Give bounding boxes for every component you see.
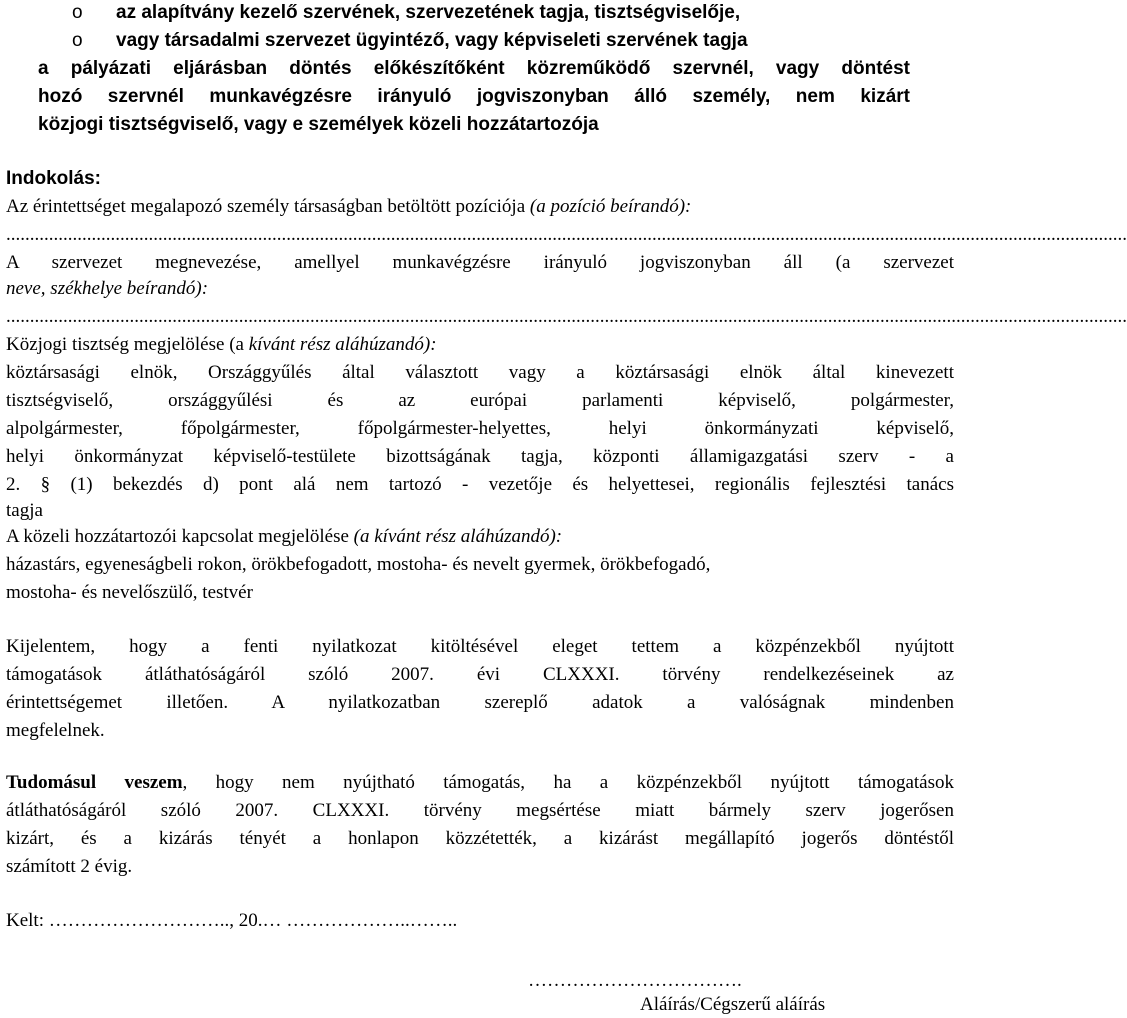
- relative-option-line[interactable]: mostoha- és nevelőszülő, testvér: [6, 582, 253, 603]
- relative-label: [6, 526, 954, 548]
- bullet-marker: o: [72, 2, 83, 23]
- office-option-line[interactable]: tagja: [6, 500, 43, 521]
- signature-label: Aláírás/Cégszerű aláírás: [640, 994, 826, 1015]
- office-option-line[interactable]: tisztségviselő, országgyűlési és az európai parlamenti képviselő, polgármester,: [6, 390, 954, 411]
- position-label: [6, 196, 954, 218]
- acknowledgement-line: számított 2 évig.: [6, 856, 133, 877]
- org-hint: neve, székhelye beírandó):: [6, 278, 209, 299]
- acknowledgement-rest: , hogy nem nyújtható támogatás, ha a közpénzekből nyújtott támogatások: [182, 772, 954, 793]
- intro-line: hozó szervnél munkavégzésre irányuló jogviszonyban álló személy, nem kizárt: [38, 86, 910, 107]
- acknowledgement-line: átláthatóságáról szóló 2007. CLXXXI. törvény megsértése miatt bármely szerv jogerősen: [6, 800, 954, 821]
- relative-label-text: A közeli hozzátartozói kapcsolat megjelölése: [6, 526, 349, 547]
- bullet-marker: o: [72, 30, 83, 51]
- public-office-hint: kívánt rész aláhúzandó):: [248, 334, 437, 355]
- acknowledgement-line: [6, 772, 954, 794]
- bullet-text: vagy társadalmi szervezet ügyintéző, vagy képviseleti szervének tagja: [116, 30, 748, 51]
- relative-hint: (a kívánt rész aláhúzandó):: [353, 526, 563, 547]
- bullet-text: az alapítvány kezelő szervének, szervezetének tagja, tisztségviselője,: [116, 2, 741, 23]
- org-label-line: [6, 278, 954, 300]
- declaration-line: érintettségemet illetően. A nyilatkozatban szereplő adatok a valóságnak mindenben: [6, 692, 954, 713]
- position-fill-line[interactable]: ............................................................................................................................................................................................................................................: [6, 224, 1127, 245]
- org-fill-line[interactable]: ............................................................................................................................................................................................................................................: [6, 306, 1127, 327]
- office-option-line[interactable]: köztársasági elnök, Országgyűlés által választott vagy a köztársasági elnök által kinevezett: [6, 362, 954, 383]
- relative-option-line[interactable]: házastárs, egyeneságbeli rokon, örökbefogadott, mostoha- és nevelt gyermek, örökbefogadó,: [6, 554, 711, 575]
- position-hint: (a pozíció beírandó):: [529, 196, 692, 217]
- declaration-line: megfelelnek.: [6, 720, 105, 741]
- public-office-label: [6, 334, 954, 356]
- public-office-label-text: Közjogi tisztség megjelölése (a: [6, 334, 244, 355]
- intro-line: közjogi tisztségviselő, vagy e személyek közeli hozzátartozója: [38, 114, 599, 135]
- position-label-text: Az érintettséget megalapozó személy társaságban betöltött pozíciója: [6, 196, 526, 217]
- acknowledgement-bold: Tudomásul veszem: [6, 772, 183, 793]
- indokolas-heading: Indokolás:: [6, 168, 102, 189]
- org-label-line: A szervezet megnevezése, amellyel munkavégzésre irányuló jogviszonyban áll (a szervezet: [6, 252, 954, 273]
- acknowledgement-line: kizárt, és a kizárás tényét a honlapon közzétették, a kizárást megállapító jogerős döntéstől: [6, 828, 954, 849]
- intro-line: a pályázati eljárásban döntés előkészítőként közreműködő szervnél, vagy döntést: [38, 58, 910, 79]
- date-field[interactable]: Kelt: ……………………….., 20.… ………………..……..: [6, 910, 458, 931]
- office-option-line[interactable]: 2. § (1) bekezdés d) pont alá nem tartozó - vezetője és helyettesei, regionális fejlesztési tanács: [6, 474, 954, 495]
- office-option-line[interactable]: helyi önkormányzat képviselő-testülete bizottságának tagja, központi államigazgatási szerv - a: [6, 446, 954, 467]
- office-option-line[interactable]: alpolgármester, főpolgármester, főpolgármester-helyettes, helyi önkormányzati képviselő,: [6, 418, 954, 439]
- declaration-line: támogatások átláthatóságáról szóló 2007. évi CLXXXI. törvény rendelkezéseinek az: [6, 664, 954, 685]
- declaration-line: Kijelentem, hogy a fenti nyilatkozat kitöltésével eleget tettem a közpénzekből nyújtott: [6, 636, 954, 657]
- signature-dots[interactable]: …………………………….: [528, 970, 742, 991]
